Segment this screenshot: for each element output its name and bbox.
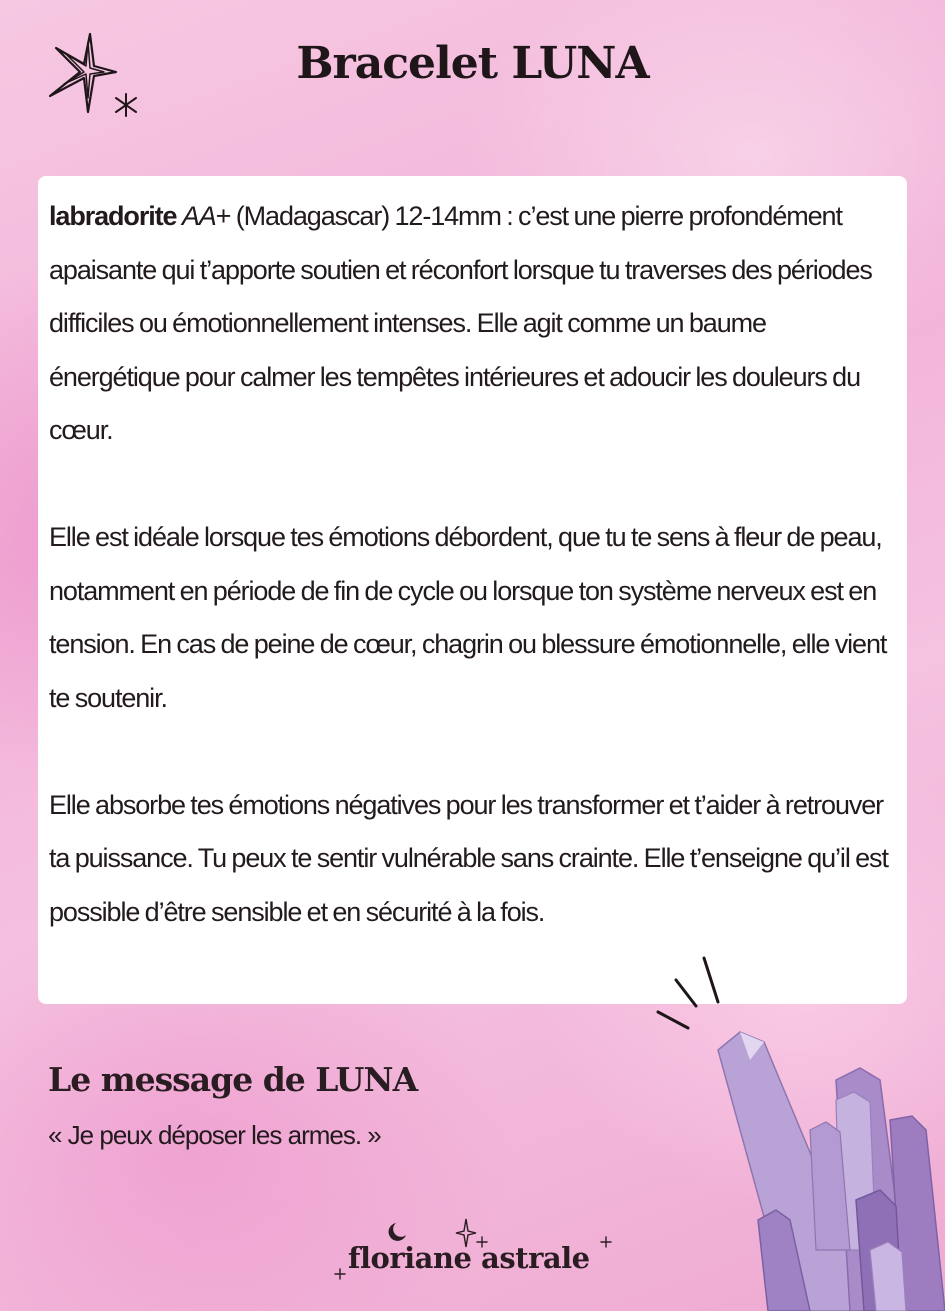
description-paragraph-1: [49, 190, 897, 458]
amethyst-crystals-icon: [640, 950, 945, 1311]
description-paragraph-2: Elle est idéale lorsque tes émotions débordent, que tu te sens à fleur de peau, notamment en période de fin de cycle ou lorsque ton système nerveux est en tension. En cas de peine de cœur, chagrin ou blessure émotionnelle, elle vient te soutenir.: [49, 522, 887, 713]
sparkle-stars-icon: [44, 28, 144, 123]
stone-description-text: [49, 190, 897, 939]
stone-name: labradorite: [49, 201, 177, 231]
brand-name: floriane astrale: [348, 1241, 590, 1275]
message-heading: Le message de LUNA: [48, 1060, 418, 1099]
page-title: Bracelet LUNA: [296, 38, 649, 89]
description-paragraph-3: Elle absorbe tes émotions négatives pour les transformer et t’aider à retrouver ta puissance. Tu peux te sentir vulnérable sans crainte. Elle t’enseigne qu’il est possible d’être sensible et en sécurité à la fois.: [49, 789, 888, 927]
stone-description-card: [38, 176, 907, 1004]
message-quote: « Je peux déposer les armes. »: [48, 1120, 381, 1150]
description-paragraph-1-text: + (Madagascar) 12-14mm : c’est une pierre profondément apaisante qui t’apporte soutien et réconfort lorsque tu traverses des périodes difficiles ou émotionnellement intenses. Elle agit comme un baume énergétique pour calmer les tempêtes intérieures et adoucir les douleurs du cœur.: [49, 201, 872, 445]
brand-logo: [330, 1215, 620, 1295]
stone-grade: AA: [181, 201, 216, 231]
